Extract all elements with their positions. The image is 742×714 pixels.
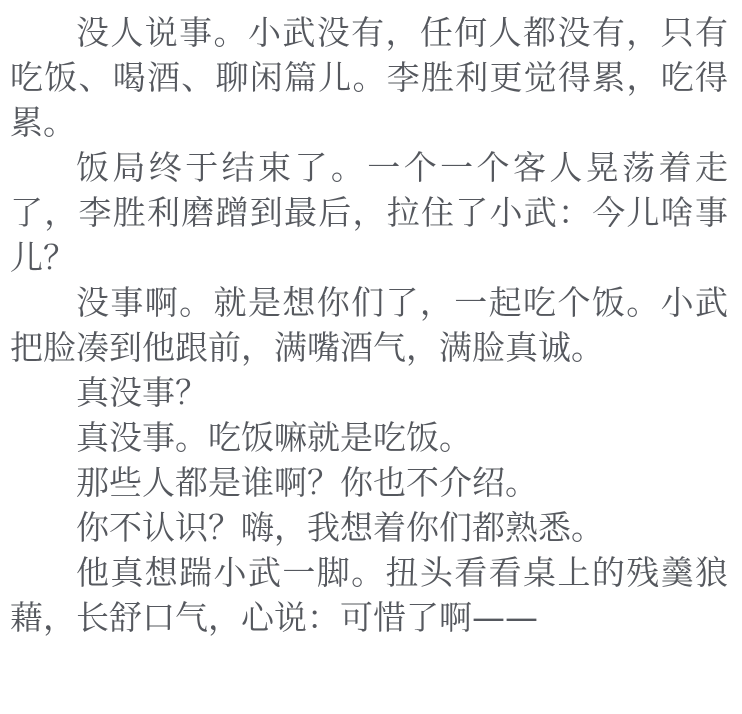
paragraph: 真没事？: [76, 373, 208, 412]
paragraph: 饭局终于结束了。一个一个客人晃荡着走了，李胜利磨蹭到最后，拉住了小武：今儿啥事儿？: [10, 148, 728, 277]
paragraph: 没事啊。就是想你们了，一起吃个饭。小武把脸凑到他跟前，满嘴酒气，满脸真诚。: [10, 283, 728, 367]
paragraph: 没人说事。小武没有，任何人都没有，只有吃饭、喝酒、聊闲篇儿。李胜利更觉得累，吃得累。: [10, 13, 728, 142]
paragraph: 你不认识？嗨，我想着你们都熟悉。: [76, 508, 604, 547]
paragraph: 那些人都是谁啊？你也不介绍。: [76, 463, 538, 502]
paragraph: 真没事。吃饭嘛就是吃饭。: [76, 418, 472, 457]
paragraph: 他真想踹小武一脚。扭头看看桌上的残羹狼藉，长舒口气，心说：可惜了啊——: [10, 553, 728, 637]
